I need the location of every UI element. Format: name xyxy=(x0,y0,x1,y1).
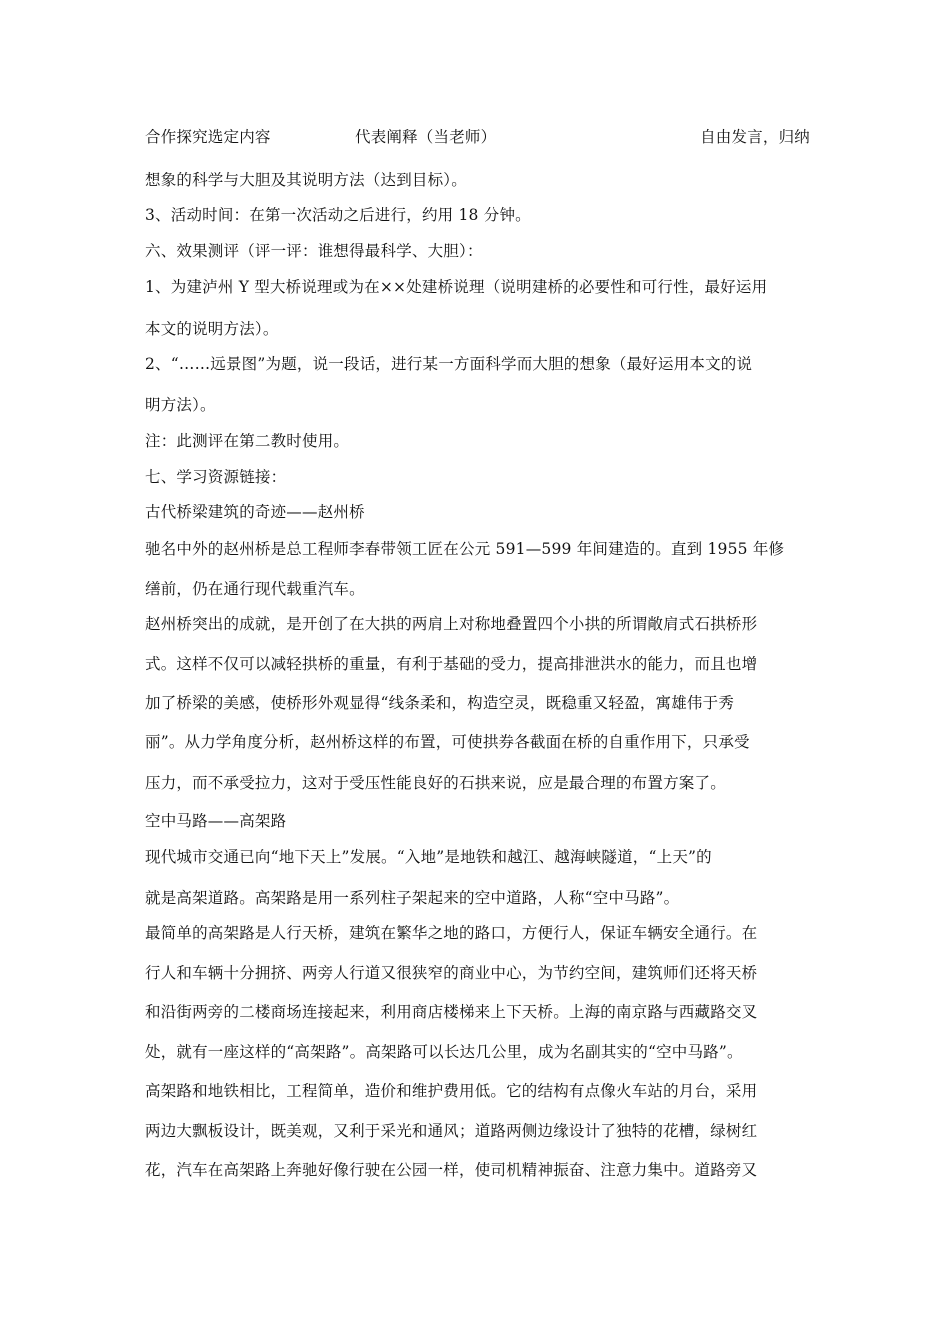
text-line: 丽”。从力学角度分析，赵州桥这样的布置，可使拱券各截面在桥的自重作用下，只承受 xyxy=(145,733,750,751)
text-line: 2、“……远景图”为题，说一段话，进行某一方面科学而大胆的想象（最好运用本文的说 xyxy=(145,355,753,373)
text-line: 1、为建泸州 Y 型大桥说理或为在××处建桥说理（说明建桥的必要性和可行性，最好运用 xyxy=(145,278,768,296)
section-heading: 六、效果测评（评一评：谁想得最科学、大胆）： xyxy=(145,242,483,260)
text-line: 3、活动时间：在第一次活动之后进行，约用 18 分钟。 xyxy=(145,206,531,224)
text-line: 驰名中外的赵州桥是总工程师李春带领工匠在公元 591—599 年间建造的。直到 1955 年修 xyxy=(145,540,785,558)
text-line: 加了桥梁的美感，使桥形外观显得“线条柔和，构造空灵，既稳重又轻盈，寓雄伟于秀 xyxy=(145,694,735,712)
note-line: 注：此测评在第二教时使用。 xyxy=(145,432,350,450)
article-title: 空中马路——高架路 xyxy=(145,812,287,830)
header-row xyxy=(145,126,810,148)
text-line: 明方法）。 xyxy=(145,396,216,414)
text-line: 处，就有一座这样的“高架路”。高架路可以长达几公里，成为名副其实的“空中马路”。 xyxy=(145,1043,743,1061)
text-line: 高架路和地铁相比，工程简单，造价和维护费用低。它的结构有点像火车站的月台，采用 xyxy=(145,1082,758,1100)
article-title: 古代桥梁建筑的奇迹——赵州桥 xyxy=(145,503,365,521)
text-line: 和沿街两旁的二楼商场连接起来，利用商店楼梯来上下天桥。上海的南京路与西藏路交叉 xyxy=(145,1003,758,1021)
text-line: 两边大飘板设计，既美观，又利于采光和通风；道路两侧边缘设计了独特的花槽，绿树红 xyxy=(145,1122,758,1140)
section-heading: 七、学习资源链接： xyxy=(145,468,287,486)
text-line: 缮前，仍在通行现代载重汽车。 xyxy=(145,580,365,598)
text-line: 最简单的高架路是人行天桥，建筑在繁华之地的路口，方便行人，保证车辆安全通行。在 xyxy=(145,924,758,942)
text-line: 花，汽车在高架路上奔驰好像行驶在公园一样，使司机精神振奋、注意力集中。道路旁又 xyxy=(145,1161,758,1179)
text-line: 就是高架道路。高架路是用一系列柱子架起来的空中道路，人称“空中马路”。 xyxy=(145,889,680,907)
text-line: 行人和车辆十分拥挤、两旁人行道又很狭窄的商业中心，为节约空间，建筑师们还将天桥 xyxy=(145,964,758,982)
text-line: 想象的科学与大胆及其说明方法（达到目标）。 xyxy=(145,171,467,189)
header-col-discuss: 自由发言，归纳 xyxy=(700,128,810,146)
text-line: 赵州桥突出的成就，是开创了在大拱的两肩上对称地叠置四个小拱的所谓敞肩式石拱桥形 xyxy=(145,615,758,633)
text-line: 压力，而不承受拉力，这对于受压性能良好的石拱来说，应是最合理的布置方案了。 xyxy=(145,774,726,792)
header-col-content: 合作探究选定内容 xyxy=(145,128,271,146)
text-line: 式。这样不仅可以减轻拱桥的重量，有利于基础的受力，提高排泄洪水的能力，而且也增 xyxy=(145,655,758,673)
header-col-explain: 代表阐释（当老师） xyxy=(355,128,497,146)
text-line: 本文的说明方法）。 xyxy=(145,320,279,338)
text-line: 现代城市交通已向“地下天上”发展。“入地”是地铁和越江、越海峡隧道，“上天”的 xyxy=(145,848,712,866)
